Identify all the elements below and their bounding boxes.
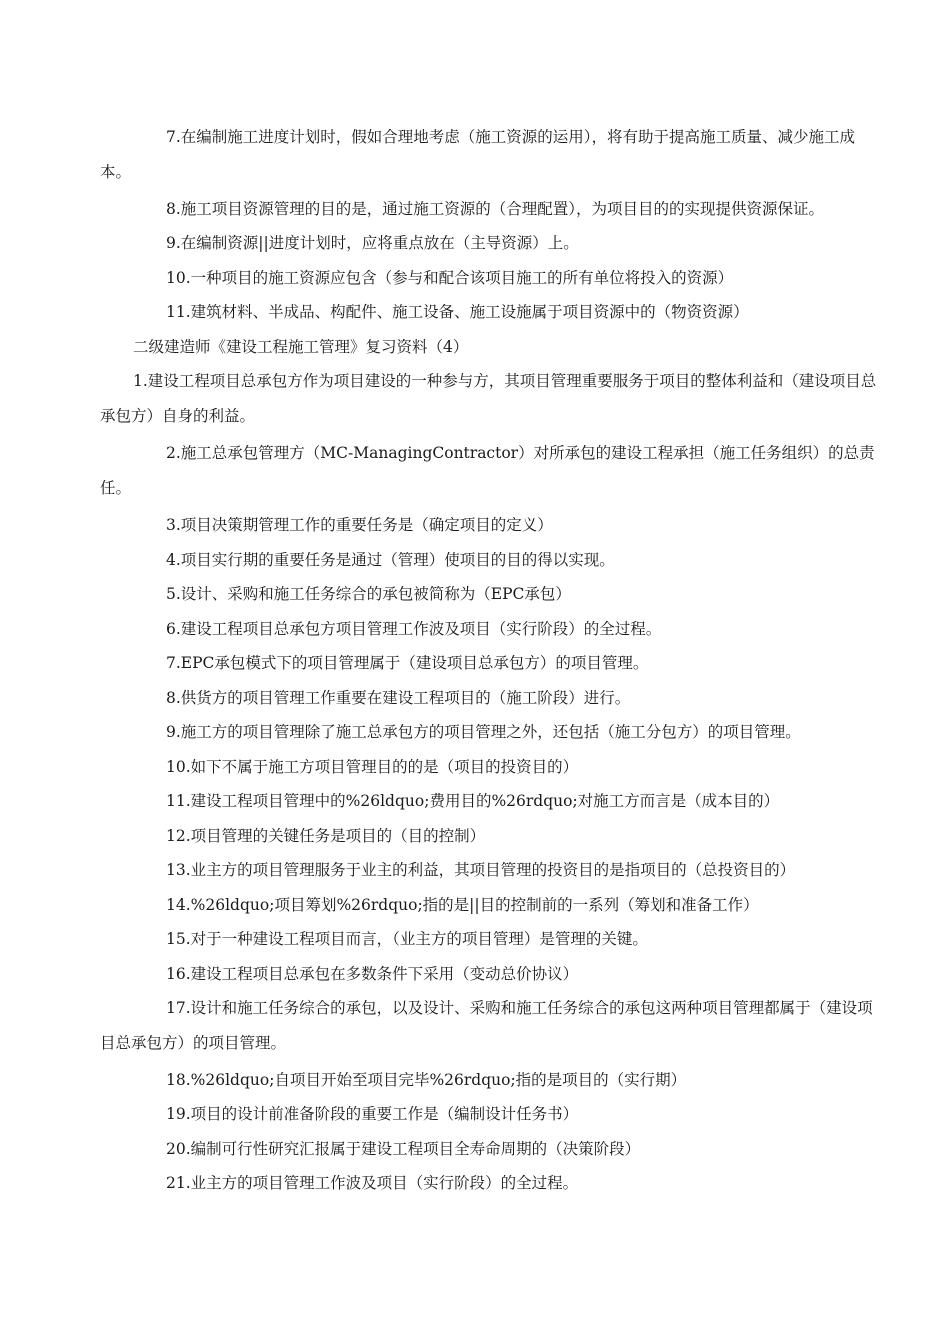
paragraph: 9.施工方的项目管理除了施工总承包方的项目管理之外，还包括（施工分包方）的项目管理。: [166, 723, 801, 741]
paragraph: 16.建设工程项目总承包在多数条件下采用（变动总价协议）: [166, 965, 579, 983]
paragraph: 14.%26ldquo;项目筹划%26rdquo;指的是||目的控制前的一系列（筹划和准备工作）: [166, 896, 759, 914]
paragraph: 7.EPC承包模式下的项目管理属于（建设项目总承包方）的项目管理。: [166, 654, 649, 672]
paragraph: 12.项目管理的关键任务是项目的（目的控制）: [166, 827, 486, 845]
paragraph: 7.在编制施工进度计划时，假如合理地考虑（施工资源的运用），将有助于提高施工质量、减少施工成本。: [100, 128, 856, 181]
paragraph: 10.一种项目的施工资源应包含（参与和配合该项目施工的所有单位将投入的资源）: [166, 269, 734, 287]
paragraph: 5.设计、采购和施工任务综合的承包被简称为（EPC承包）: [166, 585, 571, 603]
paragraph: 13.业主方的项目管理服务于业主的利益，其项目管理的投资目的是指项目的（总投资目的）: [166, 861, 796, 879]
paragraph: 19.项目的设计前准备阶段的重要工作是（编制设计任务书）: [166, 1105, 579, 1123]
paragraph: 9.在编制资源||进度计划时，应将重点放在（主导资源）上。: [166, 234, 579, 252]
section-heading: 二级建造师《建设工程施工管理》复习资料（4）: [133, 338, 469, 356]
paragraph: 4.项目实行期的重要任务是通过（管理）使项目的目的得以实现。: [166, 551, 615, 569]
paragraph: 3.项目决策期管理工作的重要任务是（确定项目的定义）: [166, 516, 553, 534]
paragraph: 17.设计和施工任务综合的承包，以及设计、采购和施工任务综合的承包这两种项目管理都属于（建设项目总承包方）的项目管理。: [100, 999, 873, 1052]
paragraph: 11.建筑材料、半成品、构配件、施工设备、施工设施属于项目资源中的（物资资源）: [166, 303, 749, 321]
paragraph: 8.施工项目资源管理的目的是，通过施工资源的（合理配置），为项目目的的实现提供资源保证。: [166, 200, 825, 218]
paragraph: 10.如下不属于施工方项目管理目的的是（项目的投资目的）: [166, 758, 579, 776]
paragraph: 2.施工总承包管理方（MC-ManagingContractor）对所承包的建设工程承担（施工任务组织）的总责任。: [100, 444, 875, 497]
paragraph: 18.%26ldquo;自项目开始至项目完毕%26rdquo;指的是项目的（实行期）: [166, 1071, 687, 1089]
paragraph: 15.对于一种建设工程项目而言，（业主方的项目管理）是管理的关键。: [166, 930, 648, 948]
paragraph: 11.建设工程项目管理中的%26ldquo;费用目的%26rdquo;对施工方而言是（成本目的）: [166, 792, 780, 810]
paragraph: 20.编制可行性研究汇报属于建设工程项目全寿命周期的（决策阶段）: [166, 1140, 641, 1158]
paragraph: 6.建设工程项目总承包方项目管理工作波及项目（实行阶段）的全过程。: [166, 620, 662, 638]
paragraph: 21.业主方的项目管理工作波及项目（实行阶段）的全过程。: [166, 1174, 579, 1192]
paragraph: 8.供货方的项目管理工作重要在建设工程项目的（施工阶段）进行。: [166, 689, 631, 707]
paragraph: 1.建设工程项目总承包方作为项目建设的一种参与方，其项目管理重要服务于项目的整体利益和（建设项目总承包方）自身的利益。: [100, 372, 877, 425]
